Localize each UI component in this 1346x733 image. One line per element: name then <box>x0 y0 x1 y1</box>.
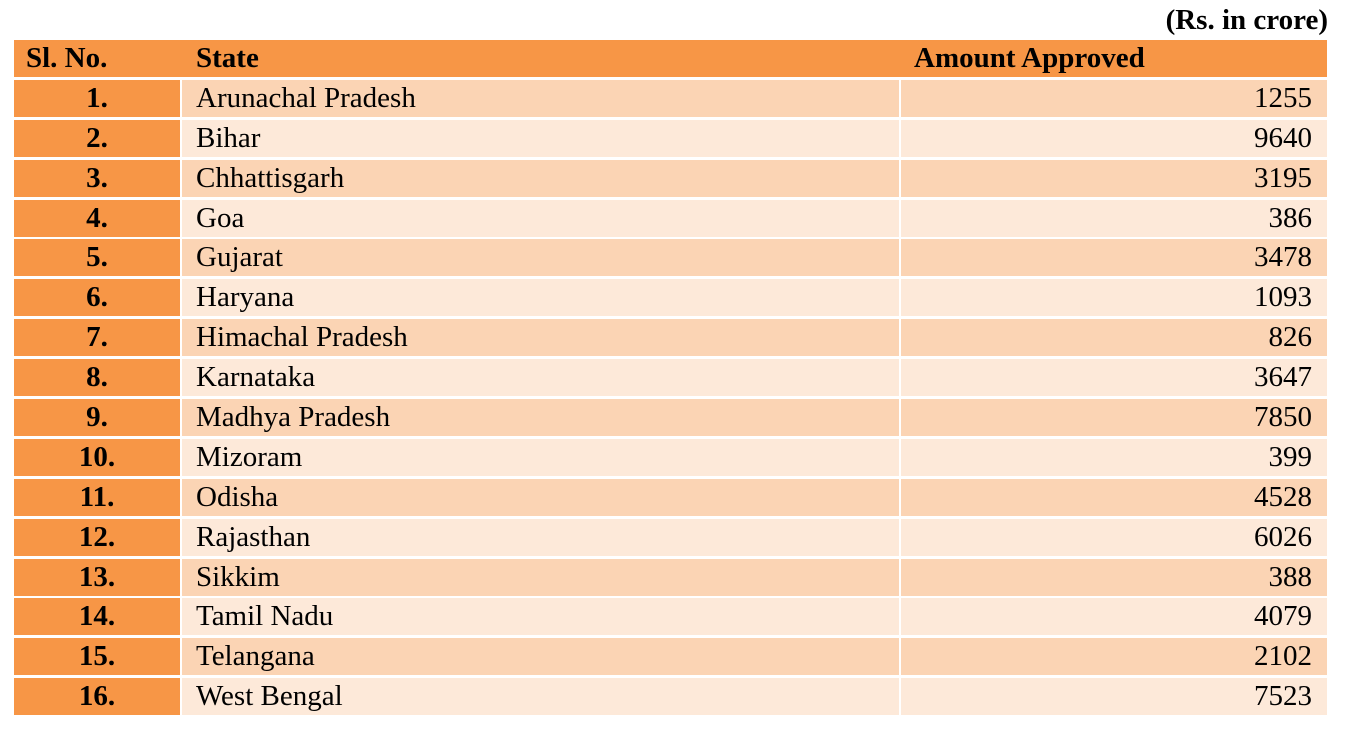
sl-no-cell: 11. <box>14 479 180 516</box>
state-cell: Goa <box>182 200 899 237</box>
amount-cell: 7850 <box>901 399 1327 436</box>
amount-cell: 3647 <box>901 359 1327 396</box>
state-cell: West Bengal <box>182 678 899 715</box>
sl-no-cell: 3. <box>14 160 180 197</box>
state-cell: Haryana <box>182 279 899 316</box>
table-row <box>14 598 1327 635</box>
sl-no-cell: 14. <box>14 598 180 635</box>
state-cell: Karnataka <box>182 359 899 396</box>
state-cell: Tamil Nadu <box>182 598 899 635</box>
table-row <box>14 439 1327 476</box>
table-row <box>14 559 1327 596</box>
amount-cell: 9640 <box>901 120 1327 157</box>
table-row <box>14 200 1327 237</box>
amount-cell: 3195 <box>901 160 1327 197</box>
amount-cell: 1255 <box>901 80 1327 117</box>
amount-cell: 1093 <box>901 279 1327 316</box>
state-cell: Odisha <box>182 479 899 516</box>
sl-no-cell: 16. <box>14 678 180 715</box>
table-row <box>14 479 1327 516</box>
amount-cell: 826 <box>901 319 1327 356</box>
sl-no-cell: 2. <box>14 120 180 157</box>
sl-no-cell: 1. <box>14 80 180 117</box>
amount-cell: 4079 <box>901 598 1327 635</box>
state-cell: Mizoram <box>182 439 899 476</box>
state-amount-table <box>14 40 1327 715</box>
table-row <box>14 638 1327 675</box>
state-cell: Rajasthan <box>182 519 899 556</box>
amount-cell: 6026 <box>901 519 1327 556</box>
state-cell: Arunachal Pradesh <box>182 80 899 117</box>
table-header <box>14 40 1327 77</box>
sl-no-cell: 9. <box>14 399 180 436</box>
table-row <box>14 279 1327 316</box>
state-cell: Madhya Pradesh <box>182 399 899 436</box>
sl-no-cell: 5. <box>14 239 180 276</box>
table-row <box>14 399 1327 436</box>
amount-cell: 3478 <box>901 239 1327 276</box>
state-cell: Telangana <box>182 638 899 675</box>
table-row <box>14 359 1327 396</box>
sl-no-cell: 13. <box>14 559 180 596</box>
header-sl-no: Sl. No. <box>26 42 108 74</box>
header-amount-approved: Amount Approved <box>914 42 1145 74</box>
table-row <box>14 319 1327 356</box>
amount-cell: 2102 <box>901 638 1327 675</box>
sl-no-cell: 8. <box>14 359 180 396</box>
state-cell: Bihar <box>182 120 899 157</box>
table-row <box>14 80 1327 117</box>
sl-no-cell: 4. <box>14 200 180 237</box>
state-cell: Chhattisgarh <box>182 160 899 197</box>
state-cell: Sikkim <box>182 559 899 596</box>
table-row <box>14 160 1327 197</box>
state-cell: Gujarat <box>182 239 899 276</box>
table-row <box>14 519 1327 556</box>
unit-note: (Rs. in crore) <box>1165 4 1328 36</box>
sl-no-cell: 7. <box>14 319 180 356</box>
table-row <box>14 239 1327 276</box>
sl-no-cell: 12. <box>14 519 180 556</box>
sl-no-cell: 6. <box>14 279 180 316</box>
sl-no-cell: 10. <box>14 439 180 476</box>
amount-cell: 399 <box>901 439 1327 476</box>
amount-cell: 4528 <box>901 479 1327 516</box>
amount-cell: 7523 <box>901 678 1327 715</box>
header-state: State <box>196 42 259 74</box>
sl-no-cell: 15. <box>14 638 180 675</box>
table-row <box>14 678 1327 715</box>
table-row <box>14 120 1327 157</box>
state-cell: Himachal Pradesh <box>182 319 899 356</box>
amount-cell: 388 <box>901 559 1327 596</box>
amount-cell: 386 <box>901 200 1327 237</box>
